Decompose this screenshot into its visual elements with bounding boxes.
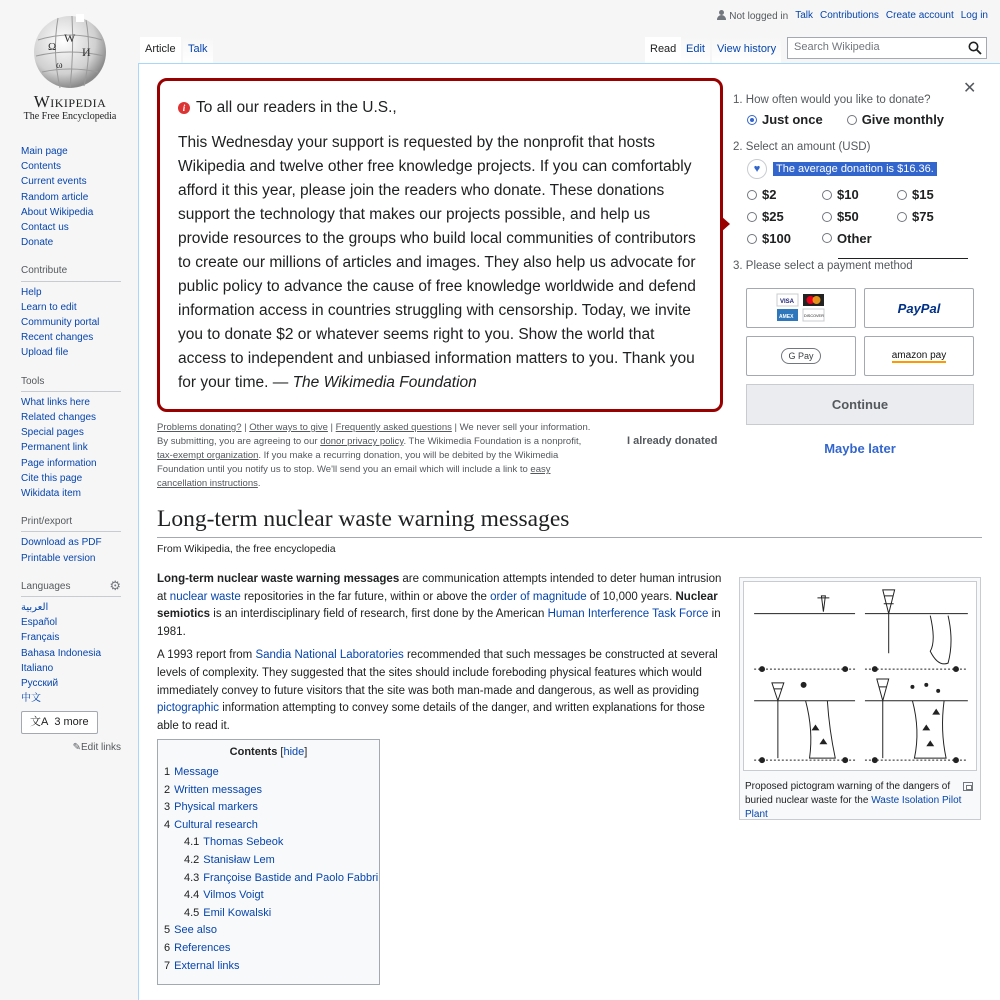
sidebar	[21, 144, 121, 755]
visa-label: VISA	[780, 299, 795, 305]
toc-item[interactable]: 1 Message	[164, 766, 219, 778]
sidebar-item-upload-file[interactable]: Upload file	[21, 347, 69, 359]
toc-item[interactable]: 2 Written messages	[164, 783, 262, 796]
sidebar-item-printable-version[interactable]: Printable version	[21, 552, 96, 564]
talk-link[interactable]: Talk	[795, 10, 813, 21]
radio-amount-10[interactable]	[822, 190, 832, 200]
more-languages-label: 3 more	[54, 715, 89, 728]
radio-amount-15[interactable]	[897, 190, 907, 200]
not-logged-in: Not logged in	[717, 9, 788, 22]
languages-heading: Languages ⚙	[21, 579, 121, 597]
sidebar-item-what-links-here[interactable]: What links here	[21, 396, 90, 408]
sidebar-item-related-changes[interactable]: Related changes	[21, 412, 97, 424]
toc-item[interactable]: 6 References	[164, 941, 231, 954]
gear-icon[interactable]: ⚙	[109, 577, 121, 593]
contributions-link[interactable]: Contributions	[820, 10, 879, 21]
sidebar-lang-italian[interactable]: Italiano	[21, 662, 54, 674]
svg-text:И: И	[82, 45, 91, 59]
pencil-icon: ✎	[72, 741, 81, 753]
toc-item[interactable]: 4.4 Vilmos Voigt	[184, 889, 264, 902]
toc-item[interactable]: 4.1 Thomas Sebeok	[184, 836, 284, 849]
step-amount-label: 2. Select an amount (USD)	[733, 141, 871, 153]
toc-item[interactable]: 5 See also	[164, 924, 217, 937]
amazon-pay-logo: amazon pay	[891, 349, 947, 361]
search-icon[interactable]	[968, 41, 982, 55]
paypal-logo: PayPal	[897, 300, 941, 316]
toc-item[interactable]: 7 External links	[164, 959, 240, 972]
toc-item[interactable]: 4.5 Emil Kowalski	[184, 906, 272, 919]
radio-amount-50[interactable]	[822, 212, 832, 222]
radio-amount-75[interactable]	[897, 212, 907, 222]
toc-item[interactable]: 4.3 Françoise Bastide and Paolo Fabbri	[184, 871, 379, 884]
just-once-option[interactable]: Just once	[747, 112, 823, 127]
radio-give-monthly[interactable]	[847, 115, 857, 125]
continue-button[interactable]: Continue	[746, 384, 974, 425]
translate-icon: 文A	[30, 715, 49, 728]
sidebar-item-community-portal[interactable]: Community portal	[21, 317, 100, 329]
amount-100[interactable]: $100	[747, 231, 822, 246]
svg-text:ω: ω	[56, 60, 63, 71]
toc-item[interactable]: 4 Cultural research	[164, 818, 258, 831]
article-image	[739, 577, 981, 820]
sidebar-item-special-pages[interactable]: Special pages	[21, 427, 84, 439]
tab-view-history[interactable]: View history	[712, 37, 781, 63]
banner-pointer	[721, 216, 730, 232]
already-donated-button[interactable]: I already donated	[627, 435, 718, 447]
contribute-heading: Contribute	[21, 263, 121, 281]
amount-10[interactable]: $10	[822, 187, 897, 202]
sidebar-lang-russian[interactable]: Русский	[21, 678, 59, 690]
average-donation	[747, 159, 978, 179]
toc-item[interactable]: 3 Physical markers	[164, 801, 258, 814]
close-icon[interactable]: ✕	[963, 80, 977, 97]
search-placeholder: Search Wikipedia	[794, 41, 880, 53]
problems-donating-link[interactable]: Problems donating?	[157, 422, 242, 433]
sidebar-lang-chinese[interactable]: 中文	[21, 693, 41, 705]
pictographic-link[interactable]: pictographic	[157, 702, 220, 715]
step-payment-label: 3. Please select a payment method	[733, 260, 913, 272]
svg-text:W: W	[64, 31, 76, 45]
svg-text:Ω: Ω	[48, 41, 57, 53]
privacy-policy-link[interactable]: donor privacy policy	[320, 436, 404, 447]
page-subtitle: From Wikipedia, the free encyclopedia	[157, 543, 336, 555]
paragraph-1: Long-term nuclear waste warning messages are communication attempts intended to deter human intrusion at nuclear waste repositories in the far future, within or above the order of magnitude of 10,000 years. Nuclear semiotics is an interdisciplinary field of research, first done by the American Human Interference Task Force in 1981.	[157, 573, 722, 638]
sidebar-item-contact[interactable]: Contact us	[21, 222, 69, 234]
logo-tagline: The Free Encyclopedia	[23, 111, 117, 122]
sidebar-lang-arabic[interactable]: العربية	[21, 602, 49, 614]
wikipedia-logo[interactable]	[22, 10, 118, 122]
page-title: Long-term nuclear waste warning messages	[157, 506, 982, 538]
cancellation-link[interactable]: easy cancellation instructions	[157, 464, 551, 489]
puzzle-globe-icon	[30, 10, 110, 90]
discover-label: DISCOVER	[804, 314, 824, 318]
tab-talk[interactable]: Talk	[183, 37, 213, 63]
sidebar-item-help[interactable]: Help	[21, 286, 42, 298]
google-pay-button[interactable]	[746, 336, 856, 376]
sidebar-item-page-information[interactable]: Page information	[21, 457, 97, 469]
tab-edit[interactable]: Edit	[681, 37, 710, 63]
tax-exempt-link[interactable]: tax-exempt organization	[157, 450, 259, 461]
credit-cards-icon	[776, 293, 826, 323]
radio-just-once[interactable]	[747, 115, 757, 125]
sidebar-lang-french[interactable]: Français	[21, 632, 60, 644]
edit-links[interactable]: ✎Edit links	[72, 741, 121, 753]
sidebar-item-current-events[interactable]: Current events	[21, 176, 87, 188]
login-link[interactable]: Log in	[960, 10, 988, 21]
faq-link[interactable]: Frequently asked questions	[335, 422, 452, 433]
sidebar-item-main-page[interactable]: Main page	[21, 146, 68, 157]
create-account-link[interactable]: Create account	[885, 10, 954, 21]
sidebar-item-contents[interactable]: Contents	[21, 161, 62, 173]
sidebar-item-permanent-link[interactable]: Permanent link	[21, 442, 88, 454]
amazon-pay-button[interactable]	[864, 336, 974, 376]
sidebar-item-wikidata-item[interactable]: Wikidata item	[21, 488, 82, 500]
donation-banner	[157, 78, 723, 412]
sidebar-item-about[interactable]: About Wikipedia	[21, 206, 94, 218]
logo-wordmark: Wikipedia	[33, 92, 107, 111]
maybe-later-button[interactable]: Maybe later	[824, 441, 896, 456]
personal-tools	[717, 9, 988, 22]
sandia-link[interactable]: Sandia National Laboratories	[255, 649, 404, 662]
nuclear-waste-link[interactable]: nuclear waste	[169, 590, 241, 603]
wipp-link[interactable]: Waste Isolation Pilot Plant	[745, 795, 962, 820]
navigation-portlet	[21, 144, 121, 250]
tools-heading: Tools	[21, 374, 121, 392]
sidebar-item-donate[interactable]: Donate	[21, 237, 54, 249]
amount-15[interactable]: $15	[897, 187, 972, 202]
amount-options	[747, 187, 978, 246]
image-caption: Proposed pictogram warning of the dangers of buried nuclear waste for the Waste Isolation Pilot Plant	[745, 780, 975, 822]
order-of-magnitude-link[interactable]: order of magnitude	[490, 590, 587, 603]
tabbar-divider	[138, 63, 1000, 64]
tab-read[interactable]: Read	[645, 37, 681, 63]
other-ways-link[interactable]: Other ways to give	[249, 422, 328, 433]
paypal-button[interactable]	[864, 288, 974, 328]
user-icon	[717, 10, 726, 20]
sidebar-item-random-article[interactable]: Random article	[21, 191, 89, 203]
amount-2[interactable]: $2	[747, 187, 822, 202]
paragraph-2: A 1993 report from Sandia National Laboratories recommended that such messages be constructed at several levels of complexity. They suggested that the sites should include foreboding physical features which would immediately convey to future visitors that the site was both man-made and dangerous, as well as providing pictographic information attempting to convey some details of the danger, and written explanations for those able to read it.	[157, 649, 718, 732]
pictogram-image[interactable]	[743, 581, 977, 771]
amount-25[interactable]: $25	[747, 209, 822, 224]
enlarge-icon[interactable]	[963, 782, 973, 791]
radio-amount-25[interactable]	[747, 212, 757, 222]
sidebar-item-recent-changes[interactable]: Recent changes	[21, 332, 94, 344]
print-export-heading: Print/export	[21, 514, 121, 532]
sidebar-item-download-pdf[interactable]: Download as PDF	[21, 537, 102, 549]
more-languages-button[interactable]	[21, 711, 98, 734]
heart-icon: ♥	[747, 159, 767, 179]
donation-form	[733, 94, 978, 272]
radio-amount-2[interactable]	[747, 190, 757, 200]
table-of-contents	[157, 739, 380, 985]
banner-signature: The Wikimedia Foundation	[292, 374, 477, 391]
sidebar-lang-spanish[interactable]: Español	[21, 617, 58, 629]
banner-greeting: i To all our readers in the U.S.,	[178, 99, 702, 117]
amount-other[interactable]: Other	[822, 231, 897, 246]
amount-75[interactable]: $75	[897, 209, 972, 224]
card-payment-button[interactable]	[746, 288, 856, 328]
toc-hide-link[interactable]: hide	[283, 746, 305, 758]
average-donation-text: The average donation is $16.36.	[773, 162, 937, 176]
radio-amount-other[interactable]	[822, 233, 832, 243]
sidebar-item-cite-this-page[interactable]: Cite this page	[21, 472, 83, 484]
sidebar-lang-indonesian[interactable]: Bahasa Indonesia	[21, 647, 102, 659]
banner-fine-print: Problems donating? | Other ways to give | Frequently asked questions | We never sell your information. By submitting, you are agreeing to our donor privacy policy. The Wikimedia Foundation is a nonprofit, tax-exempt organization. If you make a recurring donation, you will be debited by the Wikimedia Foundation until you notify us to stop. We'll send you an email which will include a link to easy cancellation instructions.	[157, 422, 591, 489]
amex-label: AMEX	[779, 314, 794, 320]
give-monthly-option[interactable]: Give monthly	[847, 112, 944, 127]
info-icon: i	[178, 102, 190, 114]
hitf-link[interactable]: Human Interference Task Force	[547, 608, 709, 621]
toc-title: Contents [hide]	[229, 746, 308, 758]
search-input[interactable]	[787, 37, 987, 59]
sidebar-item-learn-to-edit[interactable]: Learn to edit	[21, 301, 77, 313]
radio-amount-100[interactable]	[747, 234, 757, 244]
amount-50[interactable]: $50	[822, 209, 897, 224]
tab-article[interactable]: Article	[140, 37, 181, 63]
article-body	[157, 571, 723, 741]
step-frequency-label: 1. How often would you like to donate?	[733, 94, 931, 106]
google-pay-logo: G Pay	[781, 348, 820, 364]
toc-item[interactable]: 4.2 Stanisław Lem	[184, 853, 275, 866]
banner-message: This Wednesday your support is requested by the nonprofit that hosts Wikipedia and twelve other free knowledge projects. If you can comfortably afford it this year, please join the readers who donate. These donations support the technology that makes our projects possible, and help us provide resources to the groups who build local communities of contributors to create our millions of articles and images. They also help us advocate for public policy to advance the cause of free knowledge worldwide and defend information access in countries struggling with censorship. Today, we invite you to donate $2 or whatever seems right to you. Show the world that access to independent and unbiased information matters to you. Thank you for your time. — The Wikimedia Foundation	[178, 134, 696, 391]
